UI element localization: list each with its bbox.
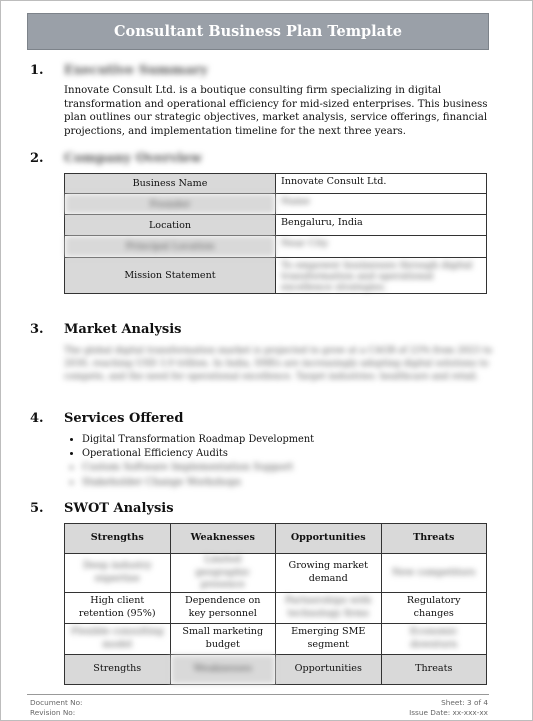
swot-cell: Economic downturn	[381, 623, 487, 654]
swot-row	[65, 592, 487, 623]
section-4-number: 4.	[30, 411, 44, 426]
swot-header-row	[65, 524, 487, 554]
overview-label: Principal Location	[65, 236, 276, 258]
issue-date: Issue Date: xx-xxx-xx	[409, 708, 488, 717]
footer-right	[409, 698, 488, 718]
swot-footer-cell: Threats	[381, 654, 487, 684]
market-analysis-text: The global digital transformation market is projected to grow at a CAGR of 23% from 2023 to 2030, reaching USD 3.9 trillion. In India, SMEs are increasingly adopting digital solutions to compete, and the need for operational excellence. Target industries: healthcare and retail.	[64, 346, 493, 382]
swot-header-cell: Threats	[381, 524, 487, 554]
swot-row	[65, 554, 487, 593]
section-3-number: 3.	[30, 322, 44, 337]
section-5-number: 5.	[30, 501, 44, 516]
overview-label: Business Name	[65, 174, 276, 194]
overview-row	[65, 174, 487, 194]
service-item: • Stakeholder Change Workshops	[82, 476, 502, 490]
swot-header-cell: Weaknesses	[170, 524, 276, 554]
revision-number-label: Revision No:	[30, 708, 76, 717]
overview-value: To empower businesses through digital transformation and operational excellence strategies.	[276, 258, 487, 294]
swot-cell: Deep industry expertise	[65, 554, 171, 593]
overview-row	[65, 215, 487, 236]
section-2-title: Company Overview	[64, 151, 202, 166]
section-5-title: SWOT Analysis	[64, 501, 174, 516]
swot-footer-cell: Weaknesses	[170, 654, 276, 684]
overview-row	[65, 236, 487, 258]
swot-cell: Partnerships with technology firms	[276, 592, 382, 623]
swot-footer-cell: Strengths	[65, 654, 171, 684]
document-number-label: Document No:	[30, 698, 83, 707]
swot-cell: Growing market demand	[276, 554, 382, 593]
swot-cell: Small marketing budget	[170, 623, 276, 654]
swot-footer-row	[65, 654, 487, 684]
swot-cell: Emerging SME segment	[276, 623, 382, 654]
services-list	[64, 433, 502, 490]
section-2-number: 2.	[30, 151, 44, 166]
service-item: • Digital Transformation Roadmap Development	[82, 433, 502, 447]
swot-cell: Limited geographic presence	[170, 554, 276, 593]
section-4-title: Services Offered	[64, 411, 184, 426]
footer-divider	[27, 694, 489, 695]
overview-value: Innovate Consult Ltd.	[276, 174, 487, 194]
overview-row	[65, 258, 487, 294]
document-title: Consultant Business Plan Template	[27, 13, 489, 50]
section-3-title: Market Analysis	[64, 322, 182, 337]
overview-row	[65, 194, 487, 215]
footer-left	[30, 698, 83, 718]
swot-cell: Dependence on key personnel	[170, 592, 276, 623]
swot-cell: New competitors	[381, 554, 487, 593]
swot-cell: Regulatory changes	[381, 592, 487, 623]
overview-value: Name	[276, 194, 487, 215]
swot-row	[65, 623, 487, 654]
section-1-number: 1.	[30, 63, 44, 78]
section-1-title: Executive Summary	[64, 63, 208, 78]
sheet-number: Sheet: 3 of 4	[441, 698, 488, 707]
swot-header-cell: Opportunities	[276, 524, 382, 554]
company-overview-table	[64, 173, 487, 294]
swot-footer-cell: Opportunities	[276, 654, 382, 684]
overview-value: Bengaluru, India	[276, 215, 487, 236]
overview-label: Location	[65, 215, 276, 236]
service-item: • Custom Software Implementation Support	[82, 461, 502, 475]
executive-summary-text: Innovate Consult Ltd. is a boutique consulting firm specializing in digital transformation and operational efficiency for mid-sized enterprises. This business plan outlines our strategic objectives, market analysis, service offerings, financial projections, and implementation timeline for the next three years.	[64, 85, 488, 137]
swot-cell: Flexible consulting model	[65, 623, 171, 654]
overview-label: Founder	[65, 194, 276, 215]
swot-table	[64, 523, 487, 685]
service-item: • Operational Efficiency Audits	[82, 447, 502, 461]
overview-value: Near City	[276, 236, 487, 258]
overview-label: Mission Statement	[65, 258, 276, 294]
swot-header-cell: Strengths	[65, 524, 171, 554]
swot-cell: High client retention (95%)	[65, 592, 171, 623]
